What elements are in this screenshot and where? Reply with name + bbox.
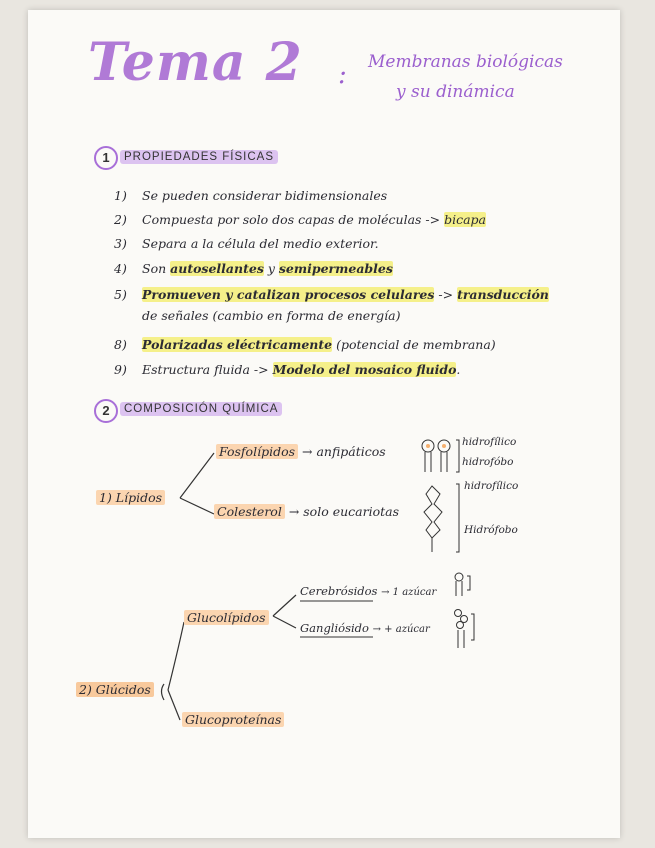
hidrofilico-label-2: hidrofílico (464, 480, 519, 492)
gangliosidos-label: Gangliósido → + azúcar (300, 621, 430, 635)
fosfolipidos-label: Fosfolípidos → anfipáticos (216, 444, 386, 459)
ganglioside-icon (452, 608, 472, 650)
cholesterol-icon (412, 482, 452, 556)
notebook-page (28, 10, 620, 838)
section2-number-circle: 2 (94, 399, 118, 423)
title-colon: : (338, 60, 347, 90)
list-item-continuation: de señales (cambio en forma de energía) (142, 308, 401, 323)
cerebrosidos-label: Cerebrósidos → 1 azúcar (300, 584, 437, 598)
title-subtitle-line1: Membranas biológicas (368, 52, 563, 72)
title-subtitle-line2: y su dinámica (396, 82, 515, 102)
list-item: 1) Se pueden considerar bidimensionales (114, 188, 388, 203)
diagram-lines (28, 10, 620, 838)
glucidos-label: 2) Glúcidos (76, 682, 154, 697)
list-item: 3) Separa a la célula del medio exterior. (114, 236, 379, 251)
hidrofilico-label-1: hidrofílico (462, 436, 517, 448)
list-item: 5) Promueven y catalizan procesos celulares -> transducción (114, 287, 549, 302)
list-item: 9) Estructura fluida -> Modelo del mosaico fluido. (114, 362, 461, 377)
lipidos-label: 1) Lípidos (96, 490, 165, 505)
list-item: 8) Polarizadas eléctricamente (potencial de membrana) (114, 337, 496, 352)
list-item: 4) Son autosellantes y semipermeables (114, 261, 393, 276)
section1-heading: PROPIEDADES FÍSICAS (120, 150, 278, 164)
section2-heading: COMPOSICIÓN QUÍMICA (120, 402, 282, 416)
section1-number-circle: 1 (94, 146, 118, 170)
list-item: 2) Compuesta por solo dos capas de moléculas -> bicapa (114, 212, 487, 227)
hidrofobo-label-1: hidrofóbo (462, 456, 514, 468)
glucolipidos-label: Glucolípidos (184, 610, 269, 625)
phospholipid-icon (420, 438, 456, 476)
page-title: Tema 2 (88, 32, 303, 93)
cerebroside-icon (450, 572, 468, 598)
glucoproteinas-label: Glucoproteínas (182, 712, 284, 727)
hidrofobo-label-2: Hidrófobo (464, 524, 518, 536)
colesterol-label: Colesterol → solo eucariotas (214, 504, 399, 519)
